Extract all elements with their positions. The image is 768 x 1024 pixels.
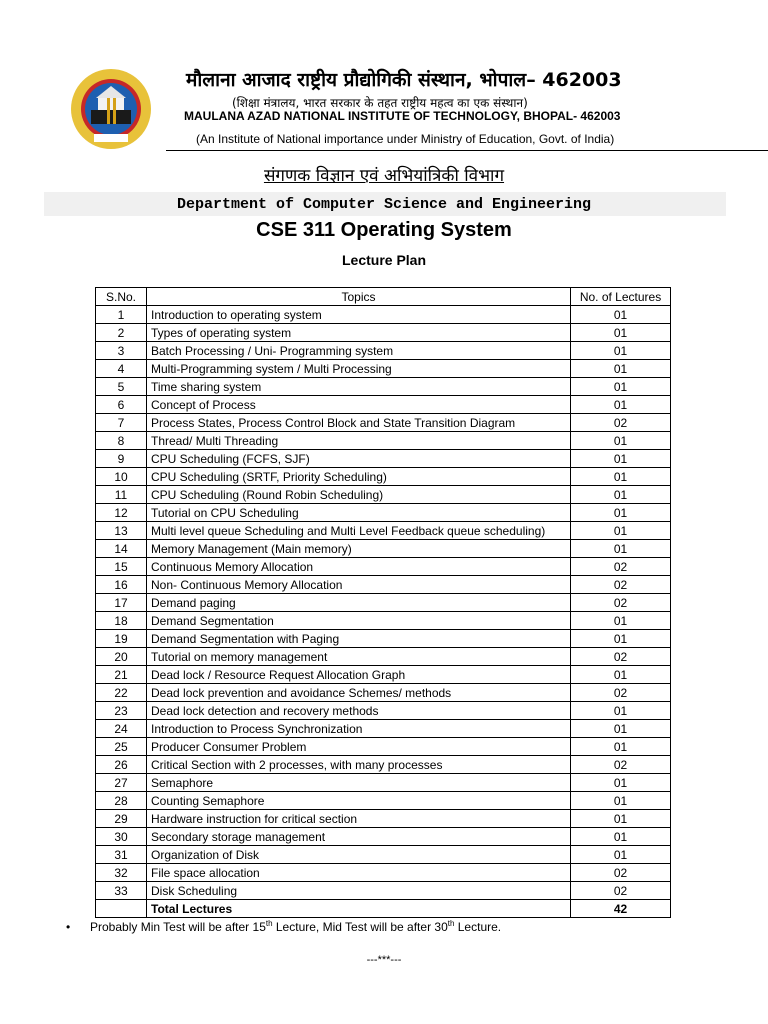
total-sno-cell xyxy=(96,900,147,918)
row-lectures: 01 xyxy=(571,360,671,378)
row-sno: 6 xyxy=(96,396,147,414)
row-sno: 4 xyxy=(96,360,147,378)
table-row xyxy=(96,504,671,522)
row-topic: Critical Section with 2 processes, with many processes xyxy=(147,756,571,774)
table-row xyxy=(96,306,671,324)
table-row xyxy=(96,864,671,882)
row-lectures: 01 xyxy=(571,450,671,468)
row-topic: Multi-Programming system / Multi Processing xyxy=(147,360,571,378)
table-row xyxy=(96,702,671,720)
note-part-1: Probably Min Test will be after 15 xyxy=(90,920,266,934)
row-topic: Counting Semaphore xyxy=(147,792,571,810)
row-topic: Tutorial on memory management xyxy=(147,648,571,666)
row-lectures: 01 xyxy=(571,612,671,630)
table-row xyxy=(96,558,671,576)
row-sno: 16 xyxy=(96,576,147,594)
row-topic: Hardware instruction for critical section xyxy=(147,810,571,828)
table-row xyxy=(96,738,671,756)
row-topic: CPU Scheduling (Round Robin Scheduling) xyxy=(147,486,571,504)
row-topic: Disk Scheduling xyxy=(147,882,571,900)
row-lectures: 01 xyxy=(571,540,671,558)
row-lectures: 02 xyxy=(571,882,671,900)
row-topic: Dead lock detection and recovery methods xyxy=(147,702,571,720)
row-lectures: 01 xyxy=(571,504,671,522)
row-sno: 2 xyxy=(96,324,147,342)
bullet: • xyxy=(66,920,71,934)
row-topic: Non- Continuous Memory Allocation xyxy=(147,576,571,594)
row-topic: Demand Segmentation xyxy=(147,612,571,630)
total-label: Total Lectures xyxy=(147,900,571,918)
table-row xyxy=(96,432,671,450)
row-sno: 15 xyxy=(96,558,147,576)
table-row xyxy=(96,450,671,468)
hindi-department-text: संगणक विज्ञान एवं अभियांत्रिकी विभाग xyxy=(263,166,505,186)
table-row xyxy=(96,522,671,540)
row-topic: Organization of Disk xyxy=(147,846,571,864)
english-department-heading: Department of Computer Science and Engineering xyxy=(176,196,592,213)
row-sno: 1 xyxy=(96,306,147,324)
table-row xyxy=(96,594,671,612)
row-topic: Introduction to Process Synchronization xyxy=(147,720,571,738)
row-lectures: 01 xyxy=(571,720,671,738)
note-sup-2: th xyxy=(447,919,455,928)
row-topic: Tutorial on CPU Scheduling xyxy=(147,504,571,522)
row-topic: Dead lock / Resource Request Allocation Graph xyxy=(147,666,571,684)
row-sno: 33 xyxy=(96,882,147,900)
course-title: CSE 311 Operating System xyxy=(256,219,512,241)
row-topic: Producer Consumer Problem xyxy=(147,738,571,756)
row-sno: 18 xyxy=(96,612,147,630)
row-lectures: 01 xyxy=(571,810,671,828)
row-sno: 31 xyxy=(96,846,147,864)
row-sno: 21 xyxy=(96,666,147,684)
row-sno: 29 xyxy=(96,810,147,828)
row-lectures: 02 xyxy=(571,756,671,774)
row-sno: 27 xyxy=(96,774,147,792)
table-row xyxy=(96,342,671,360)
table-row xyxy=(96,648,671,666)
row-lectures: 02 xyxy=(571,684,671,702)
row-lectures: 01 xyxy=(571,702,671,720)
table-row xyxy=(96,684,671,702)
row-sno: 32 xyxy=(96,864,147,882)
row-topic: Process States, Process Control Block and State Transition Diagram xyxy=(147,414,571,432)
row-sno: 20 xyxy=(96,648,147,666)
row-topic: Batch Processing / Uni- Programming system xyxy=(147,342,571,360)
row-topic: Demand paging xyxy=(147,594,571,612)
row-sno: 13 xyxy=(96,522,147,540)
row-sno: 17 xyxy=(96,594,147,612)
note-sup-1: th xyxy=(265,919,273,928)
row-sno: 26 xyxy=(96,756,147,774)
row-lectures: 01 xyxy=(571,774,671,792)
header-sno: S.No. xyxy=(96,288,147,306)
header-divider xyxy=(166,150,768,151)
row-lectures: 01 xyxy=(571,630,671,648)
row-sno: 19 xyxy=(96,630,147,648)
row-lectures: 01 xyxy=(571,738,671,756)
row-lectures: 01 xyxy=(571,666,671,684)
table-row xyxy=(96,612,671,630)
header-lectures: No. of Lectures xyxy=(571,288,671,306)
row-sno: 7 xyxy=(96,414,147,432)
row-lectures: 01 xyxy=(571,342,671,360)
table-row xyxy=(96,540,671,558)
row-lectures: 02 xyxy=(571,558,671,576)
row-topic: Time sharing system xyxy=(147,378,571,396)
row-topic: Introduction to operating system xyxy=(147,306,571,324)
table-row xyxy=(96,756,671,774)
table-row xyxy=(96,846,671,864)
table-row xyxy=(96,468,671,486)
table-row xyxy=(96,414,671,432)
table-row xyxy=(96,828,671,846)
row-sno: 10 xyxy=(96,468,147,486)
row-sno: 23 xyxy=(96,702,147,720)
table-row xyxy=(96,666,671,684)
row-topic: CPU Scheduling (FCFS, SJF) xyxy=(147,450,571,468)
total-value: 42 xyxy=(571,900,671,918)
row-lectures: 01 xyxy=(571,324,671,342)
lecture-plan-table xyxy=(95,287,671,918)
row-sno: 25 xyxy=(96,738,147,756)
row-lectures: 02 xyxy=(571,414,671,432)
table-row xyxy=(96,576,671,594)
table-header-row xyxy=(96,288,671,306)
row-topic: Multi level queue Scheduling and Multi Level Feedback queue scheduling) xyxy=(147,522,571,540)
row-topic: Memory Management (Main memory) xyxy=(147,540,571,558)
row-topic: CPU Scheduling (SRTF, Priority Scheduling) xyxy=(147,468,571,486)
table-row xyxy=(96,378,671,396)
lecture-plan-title: Lecture Plan xyxy=(341,252,427,268)
row-lectures: 01 xyxy=(571,828,671,846)
row-lectures: 01 xyxy=(571,846,671,864)
test-schedule-note xyxy=(66,919,501,934)
row-lectures: 02 xyxy=(571,864,671,882)
row-sno: 28 xyxy=(96,792,147,810)
english-institute-title: MAULANA AZAD NATIONAL INSTITUTE OF TECHNOLOGY, BHOPAL- 462003 xyxy=(184,109,621,123)
row-topic: Dead lock prevention and avoidance Schemes/ methods xyxy=(147,684,571,702)
table-row xyxy=(96,774,671,792)
english-institute-subtitle: (An Institute of National importance under Ministry of Education, Govt. of India) xyxy=(196,132,615,146)
table-row xyxy=(96,396,671,414)
row-topic: Types of operating system xyxy=(147,324,571,342)
row-sno: 30 xyxy=(96,828,147,846)
row-topic: Demand Segmentation with Paging xyxy=(147,630,571,648)
table-row xyxy=(96,630,671,648)
row-lectures: 01 xyxy=(571,468,671,486)
row-topic: Thread/ Multi Threading xyxy=(147,432,571,450)
table-row xyxy=(96,882,671,900)
row-lectures: 01 xyxy=(571,432,671,450)
row-lectures: 01 xyxy=(571,396,671,414)
hindi-institute-title: मौलाना आजाद राष्ट्रीय प्रौद्योगिकी संस्थान, भोपाल– 462003 xyxy=(186,69,622,91)
row-sno: 8 xyxy=(96,432,147,450)
row-sno: 3 xyxy=(96,342,147,360)
institute-logo xyxy=(70,68,152,150)
hindi-department-heading xyxy=(0,163,768,186)
row-lectures: 01 xyxy=(571,306,671,324)
row-sno: 22 xyxy=(96,684,147,702)
note-part-3: Lecture. xyxy=(454,920,502,934)
row-sno: 24 xyxy=(96,720,147,738)
table-row xyxy=(96,810,671,828)
row-topic: Semaphore xyxy=(147,774,571,792)
total-row xyxy=(96,900,671,918)
footer-mark: ---***--- xyxy=(366,954,402,966)
row-topic: Secondary storage management xyxy=(147,828,571,846)
table-body xyxy=(96,306,671,900)
row-sno: 14 xyxy=(96,540,147,558)
row-topic: File space allocation xyxy=(147,864,571,882)
row-sno: 5 xyxy=(96,378,147,396)
row-sno: 12 xyxy=(96,504,147,522)
header-topics: Topics xyxy=(147,288,571,306)
row-sno: 9 xyxy=(96,450,147,468)
row-lectures: 02 xyxy=(571,576,671,594)
note-part-2: Lecture, Mid Test will be after 30 xyxy=(272,920,448,934)
row-topic: Concept of Process xyxy=(147,396,571,414)
table-row xyxy=(96,486,671,504)
table-row xyxy=(96,360,671,378)
row-lectures: 01 xyxy=(571,522,671,540)
row-sno: 11 xyxy=(96,486,147,504)
row-lectures: 01 xyxy=(571,792,671,810)
row-topic: Continuous Memory Allocation xyxy=(147,558,571,576)
hindi-institute-subtitle: (शिक्षा मंत्रालय, भारत सरकार के तहत राष्ट्रीय महत्व का एक संस्थान) xyxy=(232,96,528,110)
row-lectures: 02 xyxy=(571,594,671,612)
table-row xyxy=(96,720,671,738)
table-row xyxy=(96,324,671,342)
table-row xyxy=(96,792,671,810)
row-lectures: 01 xyxy=(571,486,671,504)
row-lectures: 01 xyxy=(571,378,671,396)
row-lectures: 02 xyxy=(571,648,671,666)
